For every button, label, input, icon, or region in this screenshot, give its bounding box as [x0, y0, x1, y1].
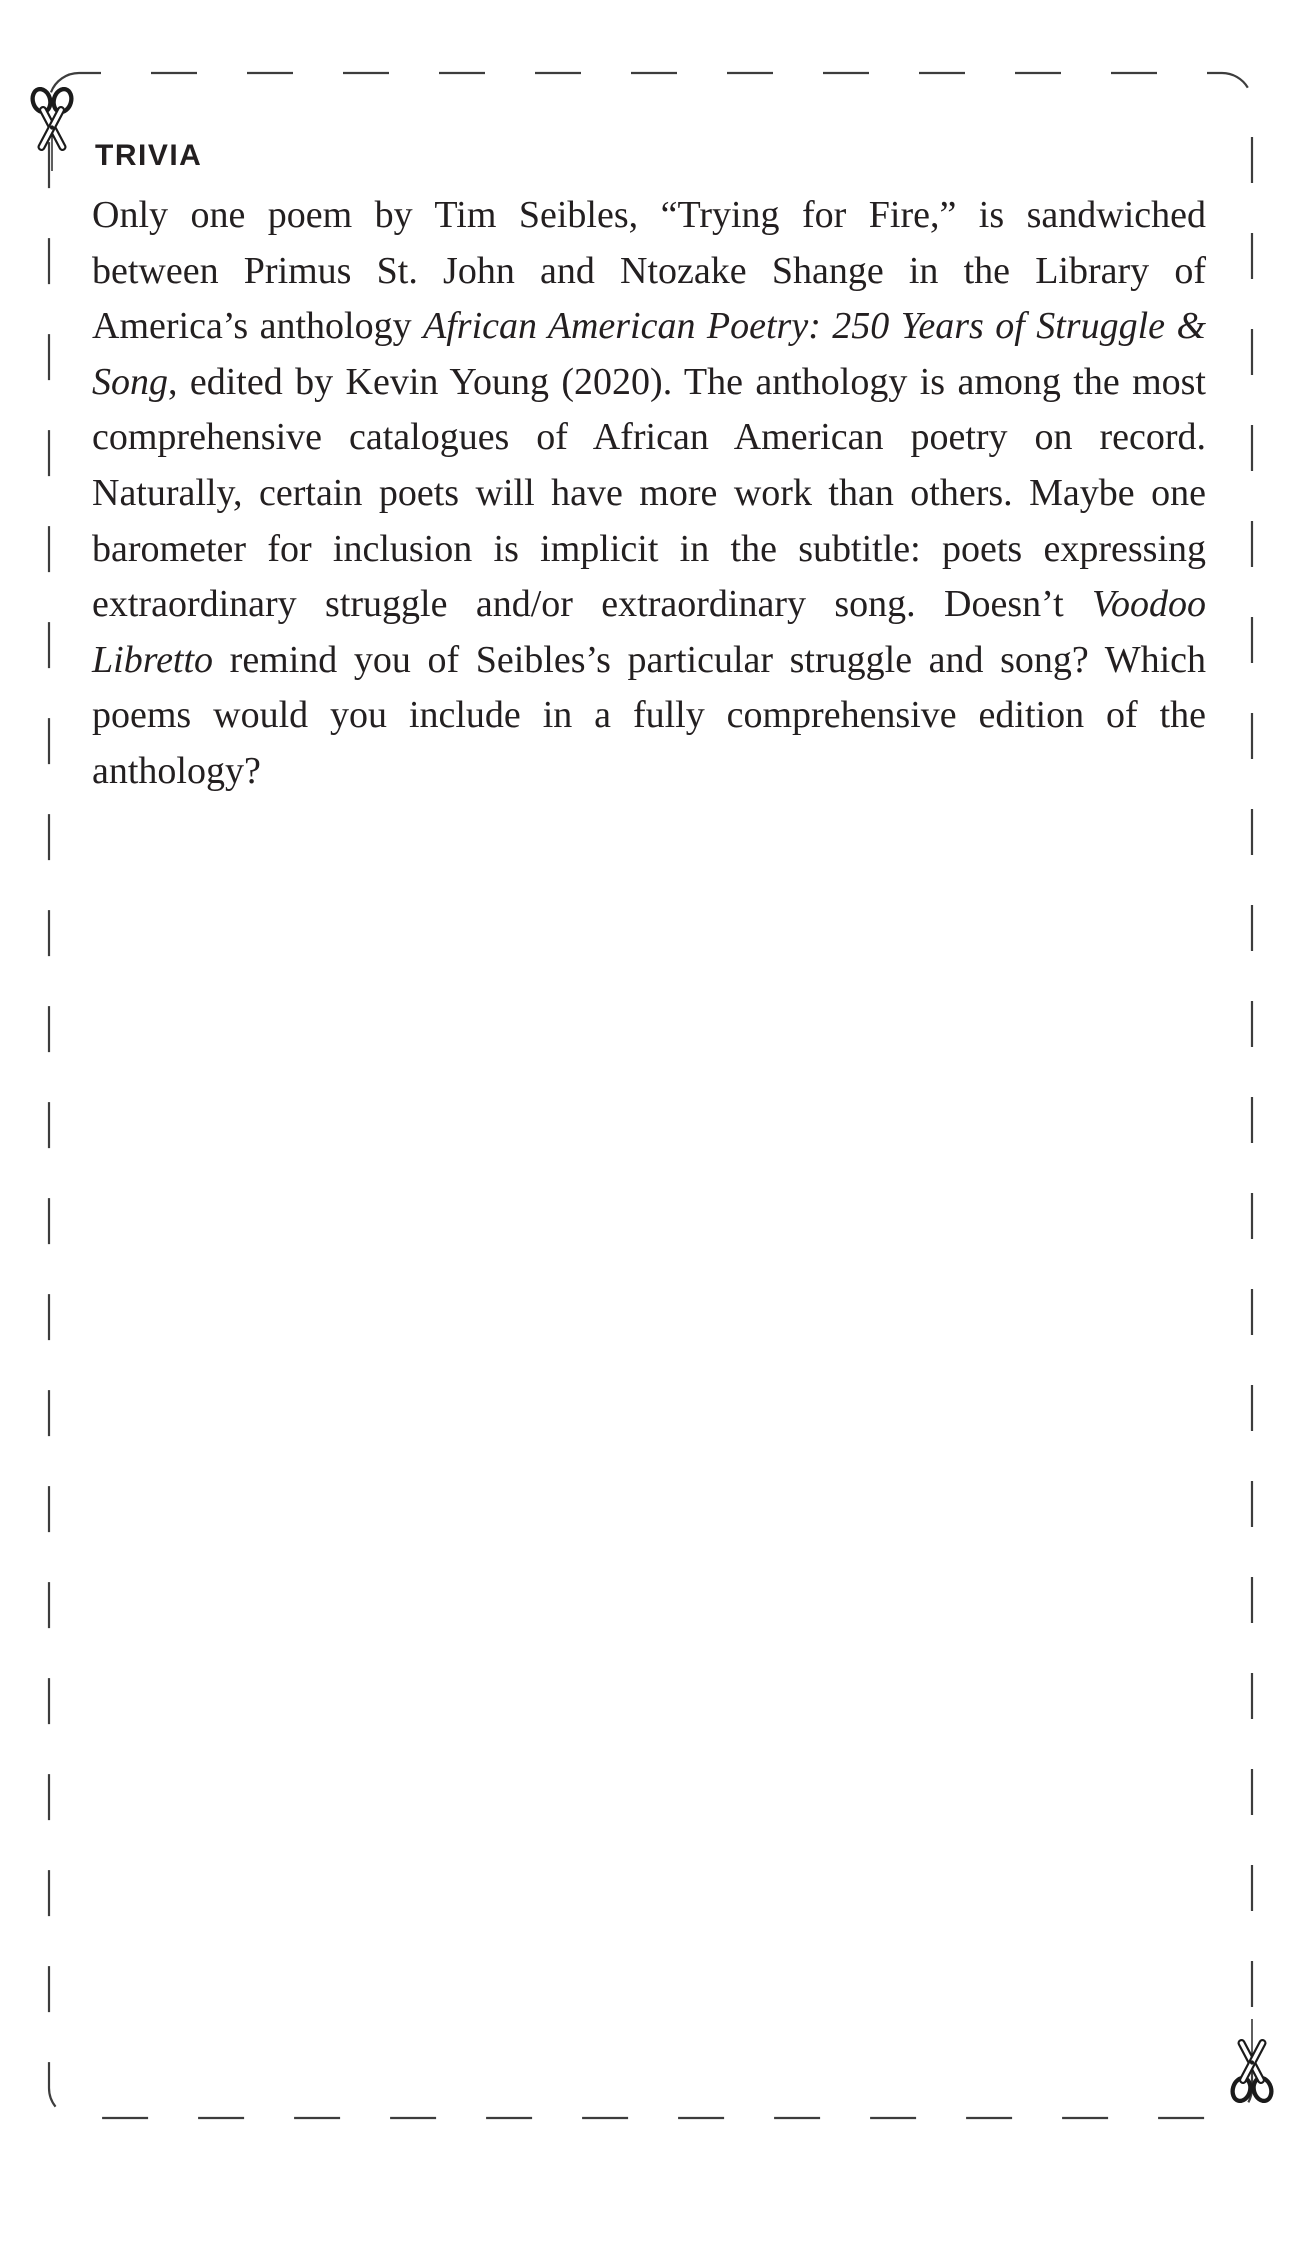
scissors-icon [1229, 2019, 1275, 2103]
scissors-icon [29, 87, 75, 171]
trivia-paragraph: Only one poem by Tim Seibles, “Trying for Fire,” is sandwiched between Primus St. John and Ntozake Shange in the Library of America’s anthology African American Poetry: 250 Years of Struggle & Song, edited by Kevin Young (2020). The anthology is among the most comprehensive catalogues of African American poetry on record. Naturally, certain poets will have more work than others. Maybe one barometer for inclusion is implicit in the subtitle: poets expressing extraordinary struggle and/or extraordinary song. Doesn’t Voodoo Libretto remind you of Seibles’s particular struggle and song? Which poems would you include in a fully comprehensive edition of the anthology? [92, 194, 1206, 792]
trivia-heading: TRIVIA [95, 139, 203, 172]
